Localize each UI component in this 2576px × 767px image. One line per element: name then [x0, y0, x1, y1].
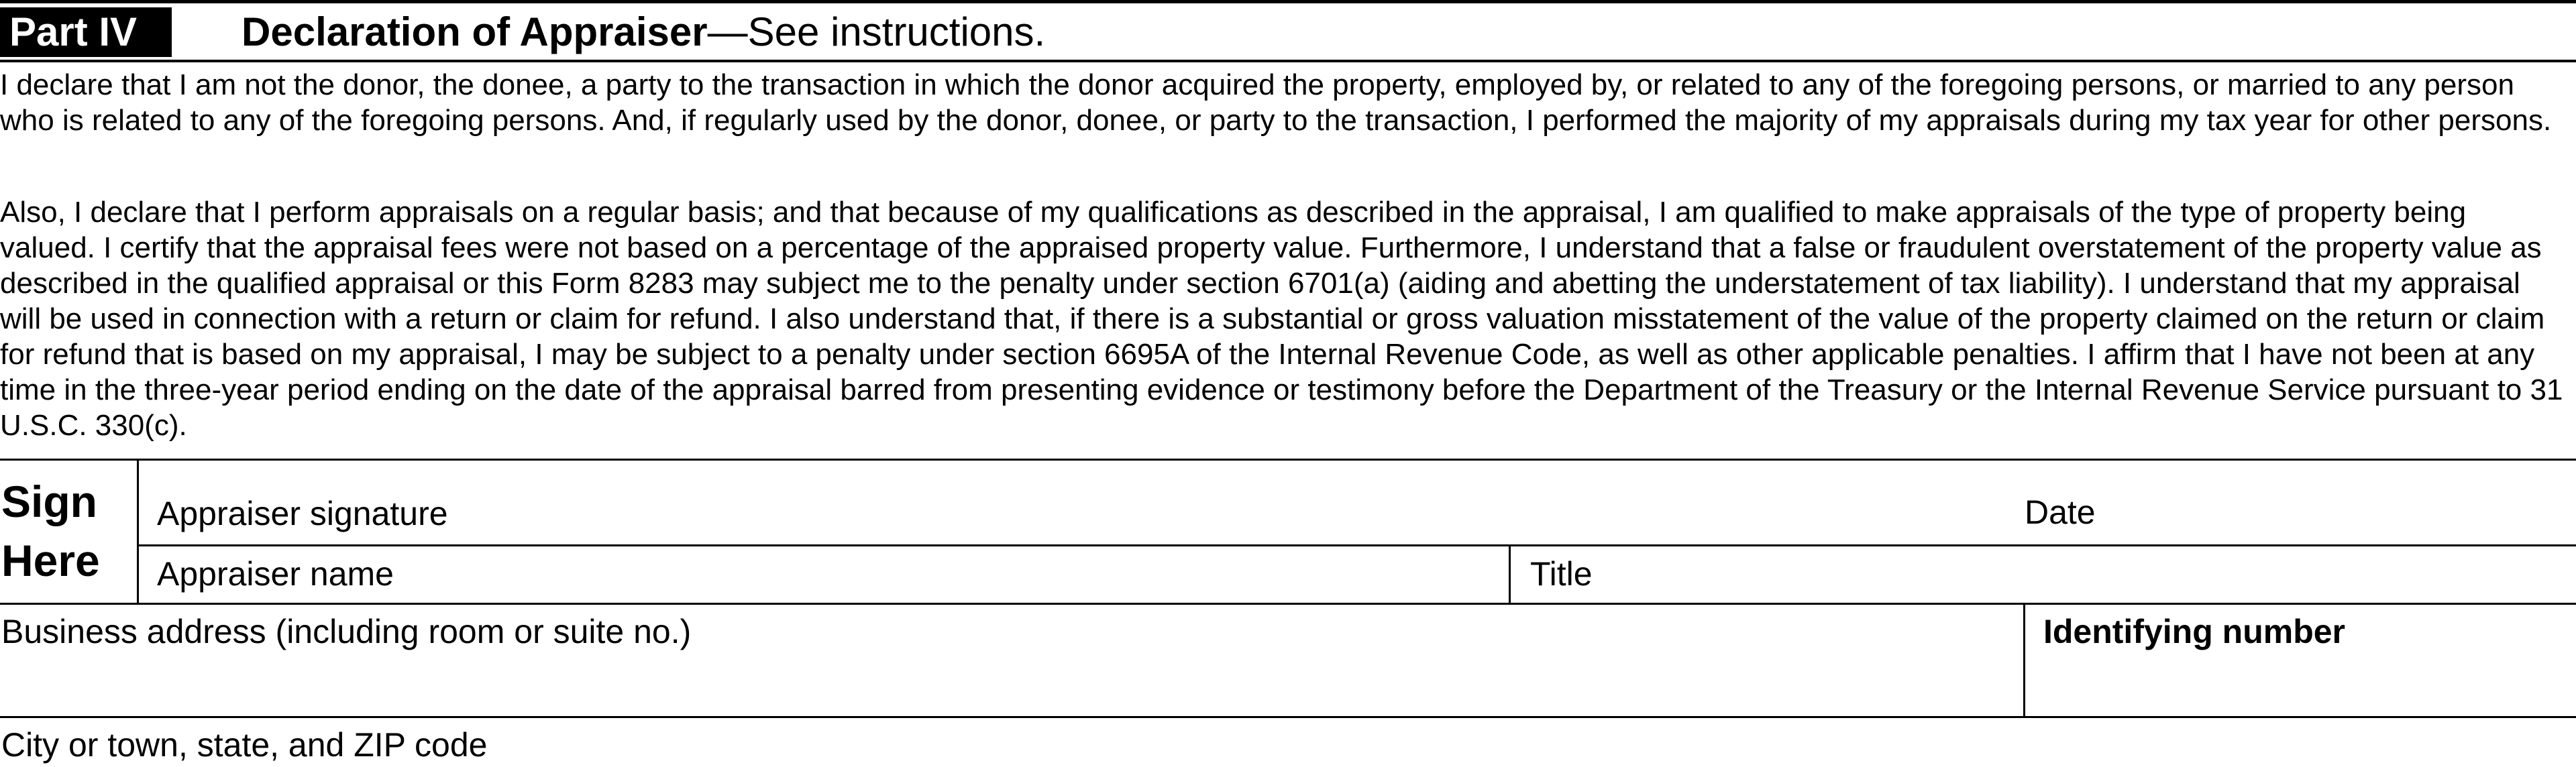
part-header [0, 3, 2576, 61]
title-field[interactable] [1511, 546, 2576, 603]
part-title [241, 7, 1045, 57]
declaration-paragraph-2: Also, I declare that I perform appraisals on a regular basis; and that because of my qualifications as described in the appraisal, I am qualified to make appraisals of the type of property being valued. I certify that the appraisal fees were not based on a percentage of the appraised property value. Furthermore, I understand that a false or fraudulent overstatement of the property value as described in the qualified appraisal or this Form 8283 may subject me to the penalty under section 6701(a) (aiding and abetting the understatement of tax liability). I understand that my appraisal will be used in connection with a return or claim for refund. I also understand that, if there is a substantial or gross valuation misstatement of the value of the property claimed on the return or claim for refund that is based on my appraisal, I may be subject to a penalty under section 6695A of the Internal Revenue Code, as well as other applicable penalties. I affirm that I have not been at any time in the three-year period ending on the date of the appraisal barred from presenting evidence or testimony before the Department of the Treasury or the Internal Revenue Service pursuant to 31 U.S.C. 330(c). [0, 196, 2563, 442]
header-rule [0, 60, 2576, 62]
business-address-label: Business address (including room or suite no.) [1, 613, 692, 650]
city-state-zip-label: City or town, state, and ZIP code [1, 726, 488, 764]
appraiser-name-label: Appraiser name [157, 555, 394, 593]
date-field[interactable] [2012, 461, 2576, 544]
part-label: Part IV [0, 7, 172, 57]
appraiser-signature-label: Appraiser signature [157, 495, 448, 532]
title-label: Title [1530, 555, 1593, 593]
date-label: Date [2025, 493, 2096, 531]
sign-here-label [1, 472, 100, 590]
sign-here-line-2: Here [1, 536, 100, 585]
sign-here-line-1: Sign [1, 477, 97, 526]
part-title-suffix: —See instructions. [707, 9, 1046, 54]
identifying-number-label: Identifying number [2043, 613, 2345, 650]
declaration-paragraph-1: I declare that I am not the donor, the donee, a party to the transaction in which the donor acquired the property, employed by, or related to any of the foregoing persons, or married to any person who is related to any of the foregoing persons. And, if regularly used by the donor, donee, or party to the transaction, I performed the majority of my appraisals during my tax year for other persons. [0, 68, 2552, 137]
part-title-main: Declaration of Appraiser [241, 9, 708, 54]
